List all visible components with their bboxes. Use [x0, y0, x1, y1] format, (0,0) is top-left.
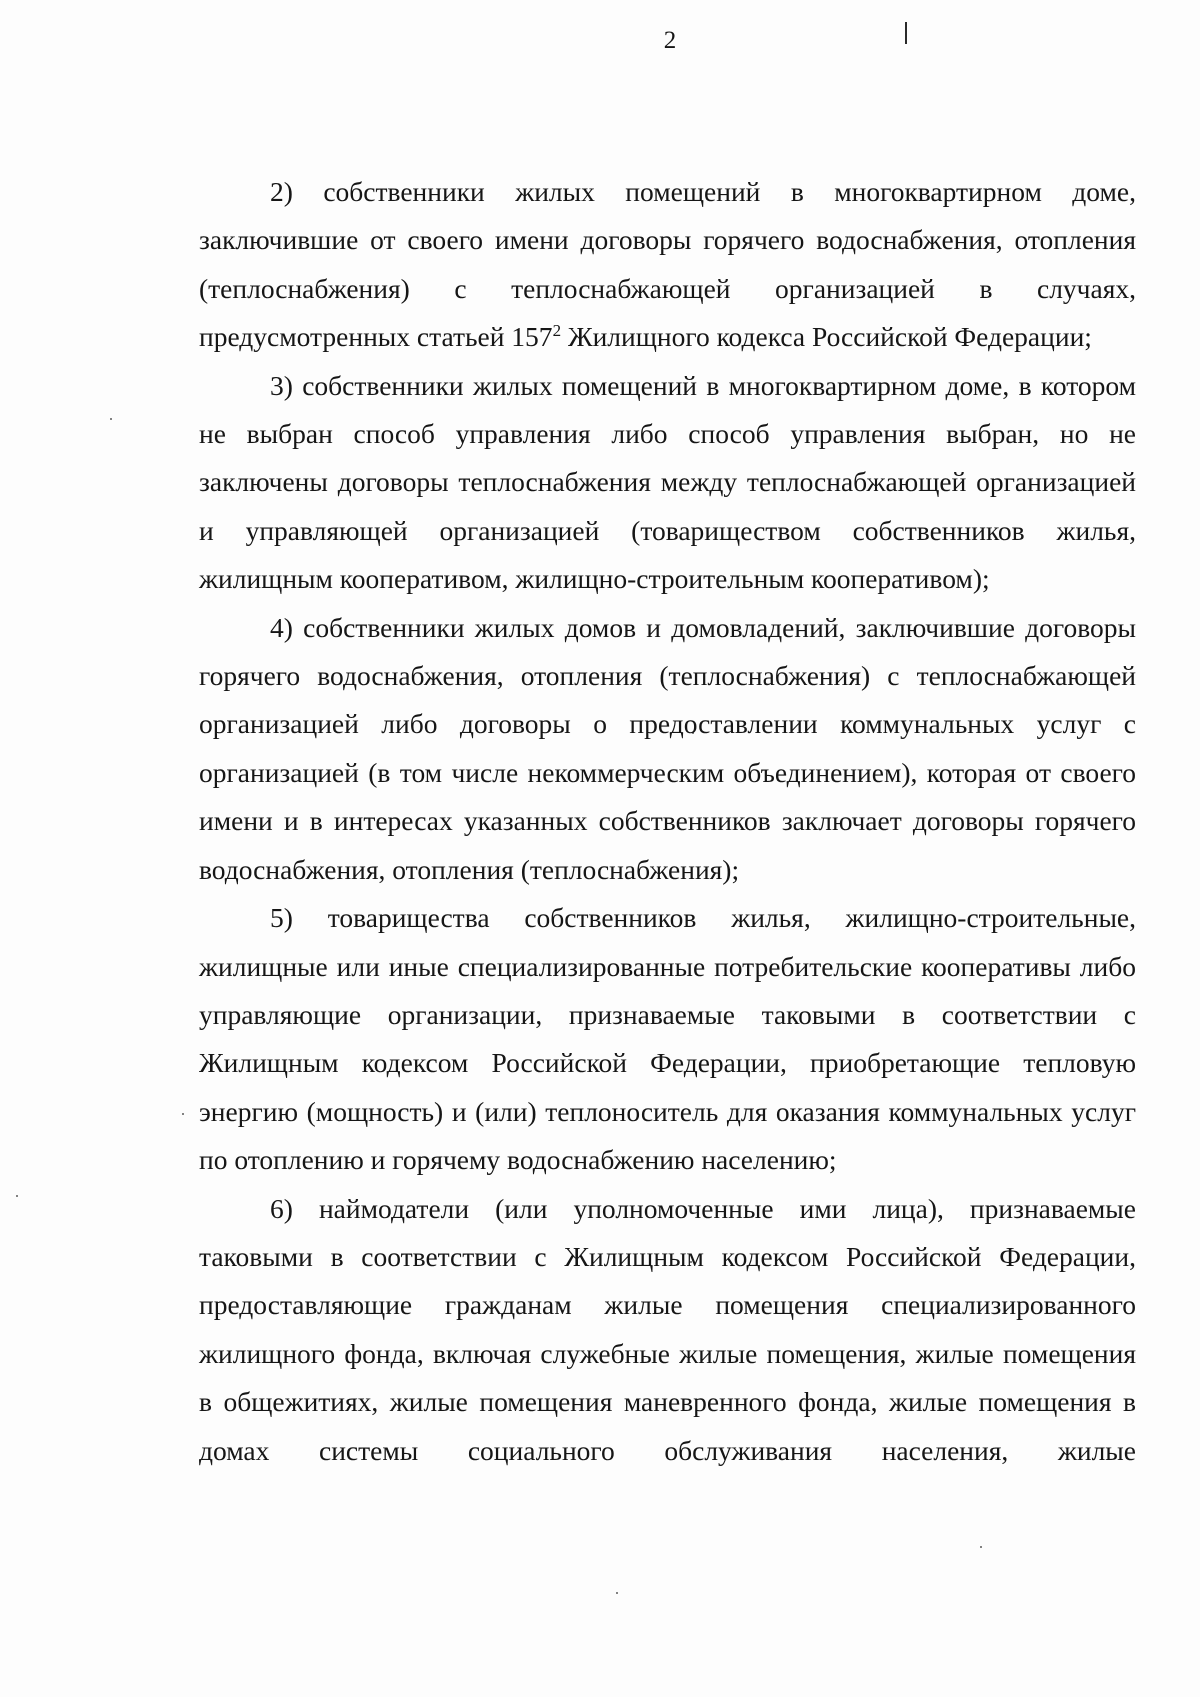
document-body: [199, 168, 1136, 1475]
paragraph-text: 4) собственники жилых домов и домовладений, заключившие договоры горячего водоснабжения, отопления (теплоснабжения) с теплоснабжающей организацией либо договоры о предоставлении коммунальных услуг с организацией (в том числе некоммерческим объединением), которая от своего имени и в интересах указанных собственников заключает договоры горячего водоснабжения, отопления (теплоснабжения);: [199, 611, 1136, 885]
paragraph-item-6: [199, 1185, 1136, 1475]
paragraph-text: 5) товарищества собственников жилья, жилищно-строительные, жилищные или иные специализированные потребительские кооперативы либо управляющие организации, признаваемые таковыми в соответствии с Жилищным кодексом Российской Федерации, приобретающие тепловую энергию (мощность) и (или) теплоноситель для оказания коммунальных услуг по отоплению и горячему водоснабжению населению;: [199, 902, 1136, 1176]
page-number: 2: [663, 27, 677, 54]
scan-speck: [616, 1592, 618, 1594]
paragraph-text: 3) собственники жилых помещений в многоквартирном доме, в котором не выбран способ управления либо способ управления выбран, но не заключены договоры теплоснабжения между теплоснабжающей организацией и управляющей организацией (товариществом собственников жилья, жилищным кооперативом, жилищно-строительным кооперативом);: [199, 369, 1136, 595]
paragraph-item-5: [199, 894, 1136, 1184]
paragraph-text: 2) собственники жилых помещений в многоквартирном доме, заключившие от своего имени договоры горячего водоснабжения, отопления (теплоснабжения) с теплоснабжающей организацией в случаях, предусмотренных статьей 157: [199, 176, 1136, 353]
paragraph-text: Жилищного кодекса Российской Федерации;: [561, 321, 1092, 353]
scan-speck: [110, 418, 112, 420]
paragraph-item-2: [199, 168, 1136, 362]
paragraph-item-3: [199, 362, 1136, 604]
paragraph-item-4: [199, 604, 1136, 894]
scan-speck: [182, 1113, 184, 1115]
scan-artifact-line: [905, 22, 907, 44]
superscript-number: 2: [552, 321, 562, 341]
paragraph-text: 6) наймодатели (или уполномоченные ими лица), признаваемые таковыми в соответствии с Жилищным кодексом Российской Федерации, предоставляющие гражданам жилые помещения специализированного жилищного фонда, включая служебные жилые помещения, жилые помещения в общежитиях, жилые помещения маневренного фонда, жилые помещения в домах системы социального обслуживания населения, жилые: [199, 1192, 1136, 1466]
scan-speck: [16, 1195, 18, 1197]
scan-speck: [980, 1546, 982, 1548]
